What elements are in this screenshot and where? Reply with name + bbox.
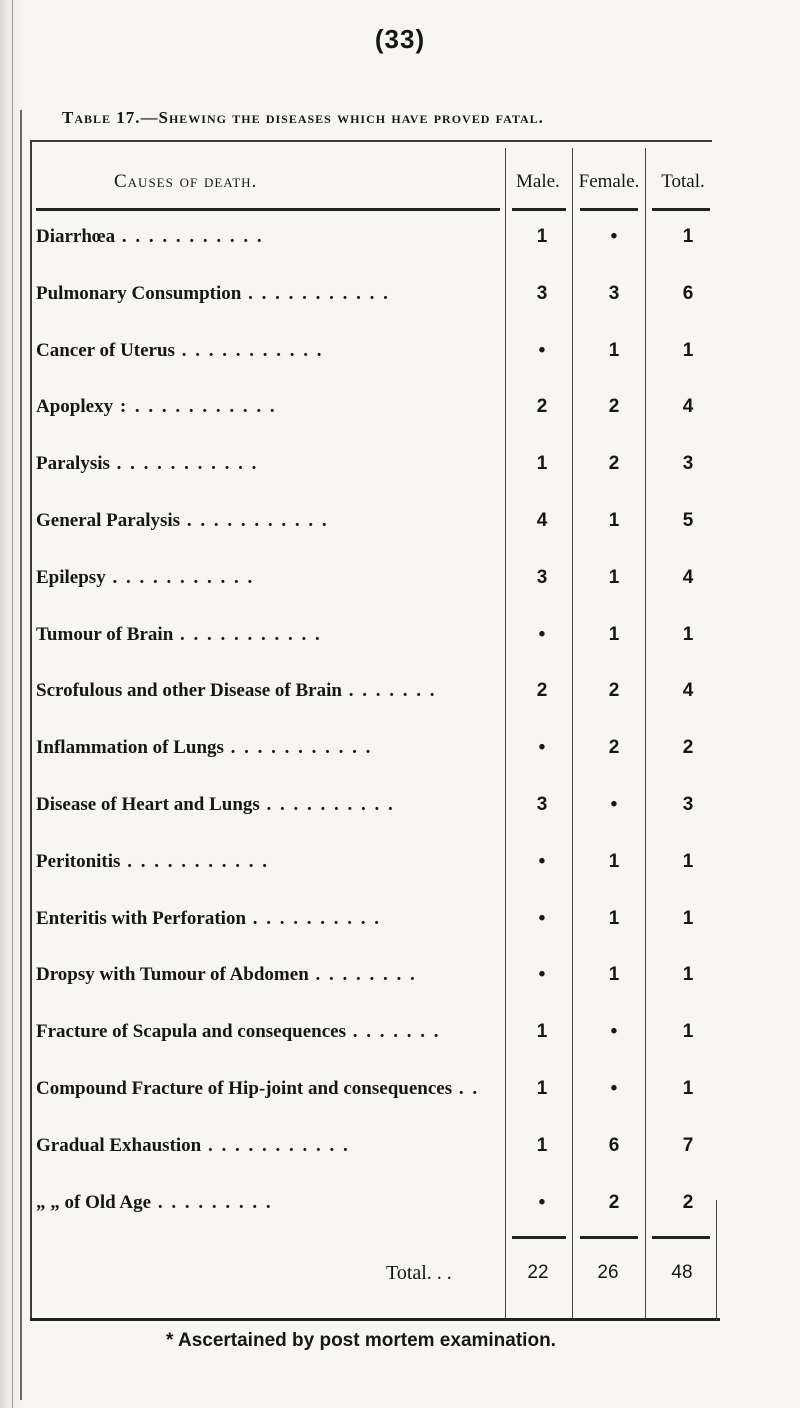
dot-leader: . . . . . . . . . . . xyxy=(241,282,390,304)
total-total: 48 xyxy=(671,1262,693,1283)
total-count: 1 xyxy=(682,907,694,929)
table-row xyxy=(36,283,716,323)
dot-leader: . . . . . . . . . . . xyxy=(109,453,259,475)
cause-cell xyxy=(36,964,500,986)
cause-name: Compound Fracture of Hip-joint and consequences xyxy=(36,1078,453,1099)
total-count: 1 xyxy=(682,339,694,361)
total-count: 1 xyxy=(682,1021,694,1043)
total-count: 4 xyxy=(682,566,694,588)
cause-name: Cancer of Uterus xyxy=(36,339,175,361)
dot-leader: . . . . . . . xyxy=(345,1021,441,1043)
table-row xyxy=(36,851,716,891)
female-count: 1 xyxy=(608,566,620,588)
cause-cell xyxy=(36,1021,500,1043)
total-count: 6 xyxy=(682,282,694,304)
cause-name: Scrofulous and other Disease of Brain xyxy=(36,680,342,702)
cause-name: Dropsy with Tumour of Abdomen xyxy=(36,964,309,986)
cause-cell xyxy=(36,453,500,475)
total-count: 5 xyxy=(682,510,694,531)
page-binding-shadow xyxy=(0,0,26,1408)
dot-leader: . . . . . . . . . . . xyxy=(105,566,255,588)
cause-name: Gradual Exhaustion xyxy=(36,1134,202,1156)
header-rule-male xyxy=(512,208,566,211)
male-count: 2 xyxy=(536,396,548,418)
cause-name: Disease of Heart and Lungs xyxy=(36,794,260,815)
female-count: 2 xyxy=(608,396,620,418)
male-count: 3 xyxy=(536,794,548,815)
male-count: 1 xyxy=(536,1021,548,1043)
total-count: 2 xyxy=(682,737,694,759)
table-row xyxy=(36,908,716,948)
female-count: 1 xyxy=(608,964,620,986)
female-count: • xyxy=(610,794,618,815)
dot-leader: . . xyxy=(452,1078,480,1099)
cause-name: Tumour of Brain xyxy=(36,623,174,645)
cause-cell xyxy=(36,396,500,418)
dot-leader: . . . . . . . . . . . xyxy=(223,737,373,759)
table-row xyxy=(36,737,716,777)
header-causes-of-death: Causes of death. xyxy=(114,171,258,192)
dot-leader: . . . . . . . . xyxy=(308,964,417,986)
table-bottom-rule xyxy=(30,1318,720,1321)
cause-name: Pulmonary Consumption xyxy=(36,282,242,304)
female-count: 1 xyxy=(608,850,620,872)
binding-edge-line xyxy=(12,0,13,1408)
female-count: 2 xyxy=(608,680,620,702)
cause-name: Epilepsy xyxy=(36,566,106,588)
cause-cell xyxy=(36,908,500,930)
female-count: • xyxy=(610,1078,618,1099)
cause-cell xyxy=(36,226,500,248)
table-row xyxy=(36,1192,716,1232)
table-row xyxy=(36,396,716,436)
header-rule-total xyxy=(652,208,710,211)
total-count: 1 xyxy=(682,226,694,247)
total-count: 1 xyxy=(682,623,694,645)
header-rule-female xyxy=(580,208,638,211)
total-rule-total xyxy=(652,1236,710,1239)
cause-cell xyxy=(36,1078,500,1100)
cause-cell xyxy=(36,737,500,759)
total-count: 4 xyxy=(682,396,694,418)
female-count: • xyxy=(610,226,618,247)
total-count: 1 xyxy=(682,964,694,986)
binding-edge-rule xyxy=(20,110,22,1400)
dot-leader: : . . . . . . . . . . . xyxy=(113,396,277,418)
female-count: 1 xyxy=(608,907,620,929)
male-count: • xyxy=(538,850,546,872)
male-count: • xyxy=(538,339,546,361)
female-count: 3 xyxy=(608,282,620,304)
header-rule-causes xyxy=(36,208,500,211)
male-count: 1 xyxy=(536,453,548,475)
dot-leader: . . . . . . . . . . . xyxy=(180,510,329,531)
cause-name: Paralysis xyxy=(36,453,110,475)
total-male: 22 xyxy=(527,1262,549,1283)
dot-leader: . . . . . . . . . . xyxy=(259,794,395,815)
total-label: Total. . . xyxy=(386,1262,452,1284)
column-rule-right xyxy=(716,1200,717,1320)
dot-leader: . . . . . . . . . . . xyxy=(173,623,322,645)
female-count: 2 xyxy=(608,1191,620,1213)
header-total: Total. xyxy=(661,171,705,192)
male-count: • xyxy=(538,907,546,929)
male-count: • xyxy=(538,1191,546,1213)
cause-name: Apoplexy xyxy=(36,396,114,418)
male-count: • xyxy=(538,623,546,645)
male-count: 1 xyxy=(536,226,548,247)
female-count: • xyxy=(610,1021,618,1043)
total-count: 1 xyxy=(682,850,694,872)
cause-name: Diarrhœa xyxy=(36,226,116,247)
total-count: 7 xyxy=(682,1134,694,1156)
cause-cell xyxy=(36,851,500,873)
dot-leader: . . . . . . . xyxy=(341,680,437,702)
male-count: 1 xyxy=(536,1078,548,1099)
cause-cell xyxy=(36,1192,500,1214)
table-row xyxy=(36,1021,716,1061)
total-count: 3 xyxy=(682,794,694,815)
table-caption: Table 17.—Shewing the diseases which have proved fatal. xyxy=(62,108,544,127)
cause-name: General Paralysis xyxy=(36,510,181,531)
header-female: Female. xyxy=(578,171,640,192)
footnote: * Ascertained by post mortem examination. xyxy=(166,1330,556,1351)
male-count: 2 xyxy=(536,680,548,702)
table-row xyxy=(36,680,716,720)
cause-name: Inflammation of Lungs xyxy=(36,737,224,759)
total-count: 4 xyxy=(682,680,694,702)
cause-cell xyxy=(36,283,500,305)
cause-cell xyxy=(36,567,500,589)
table-row xyxy=(36,567,716,607)
cause-cell xyxy=(36,1135,500,1157)
header-male: Male. xyxy=(516,171,560,192)
table-row xyxy=(36,510,716,550)
female-count: 1 xyxy=(608,623,620,645)
total-rule-female xyxy=(580,1236,638,1239)
cause-cell xyxy=(36,680,500,702)
table-row xyxy=(36,964,716,1004)
male-count: 3 xyxy=(536,282,548,304)
cause-name: Enteritis with Perforation xyxy=(36,907,247,929)
male-count: • xyxy=(538,737,546,759)
table-row xyxy=(36,453,716,493)
cause-cell xyxy=(36,340,500,362)
total-count: 2 xyxy=(682,1191,694,1213)
total-count: 3 xyxy=(682,453,694,475)
female-count: 1 xyxy=(608,339,620,361)
dot-leader: . . . . . . . . . . . xyxy=(201,1134,350,1156)
cause-name: Fracture of Scapula and consequences xyxy=(36,1021,346,1043)
male-count: 4 xyxy=(536,510,548,531)
female-count: 2 xyxy=(608,737,620,759)
female-count: 2 xyxy=(608,453,620,475)
male-count: 1 xyxy=(536,1134,548,1156)
table-row xyxy=(36,624,716,664)
cause-name: Peritonitis xyxy=(36,850,121,872)
total-count: 1 xyxy=(682,1078,694,1099)
cause-cell xyxy=(36,510,500,532)
female-count: 1 xyxy=(608,510,620,531)
table-row xyxy=(36,794,716,834)
total-female: 26 xyxy=(597,1262,619,1283)
dot-leader: . . . . . . . . . . . xyxy=(174,339,324,361)
female-count: 6 xyxy=(608,1134,620,1156)
dot-leader: . . . . . . . . . . . xyxy=(115,226,264,247)
cause-name: „ „ of Old Age xyxy=(36,1191,152,1213)
table-row xyxy=(36,1135,716,1175)
page-number: (33) xyxy=(374,24,426,54)
dot-leader: . . . . . . . . . . xyxy=(246,907,382,929)
cause-cell xyxy=(36,624,500,646)
cause-cell xyxy=(36,794,500,816)
table-row xyxy=(36,226,716,266)
table-row xyxy=(36,1078,716,1118)
male-count: 3 xyxy=(536,566,548,588)
table-top-rule xyxy=(30,140,712,142)
dot-leader: . . . . . . . . . . . xyxy=(120,850,269,872)
male-count: • xyxy=(538,964,546,986)
total-rule-male xyxy=(512,1236,566,1239)
table-left-rule xyxy=(30,140,32,1320)
dot-leader: . . . . . . . . . xyxy=(151,1191,273,1213)
table-row xyxy=(36,340,716,380)
